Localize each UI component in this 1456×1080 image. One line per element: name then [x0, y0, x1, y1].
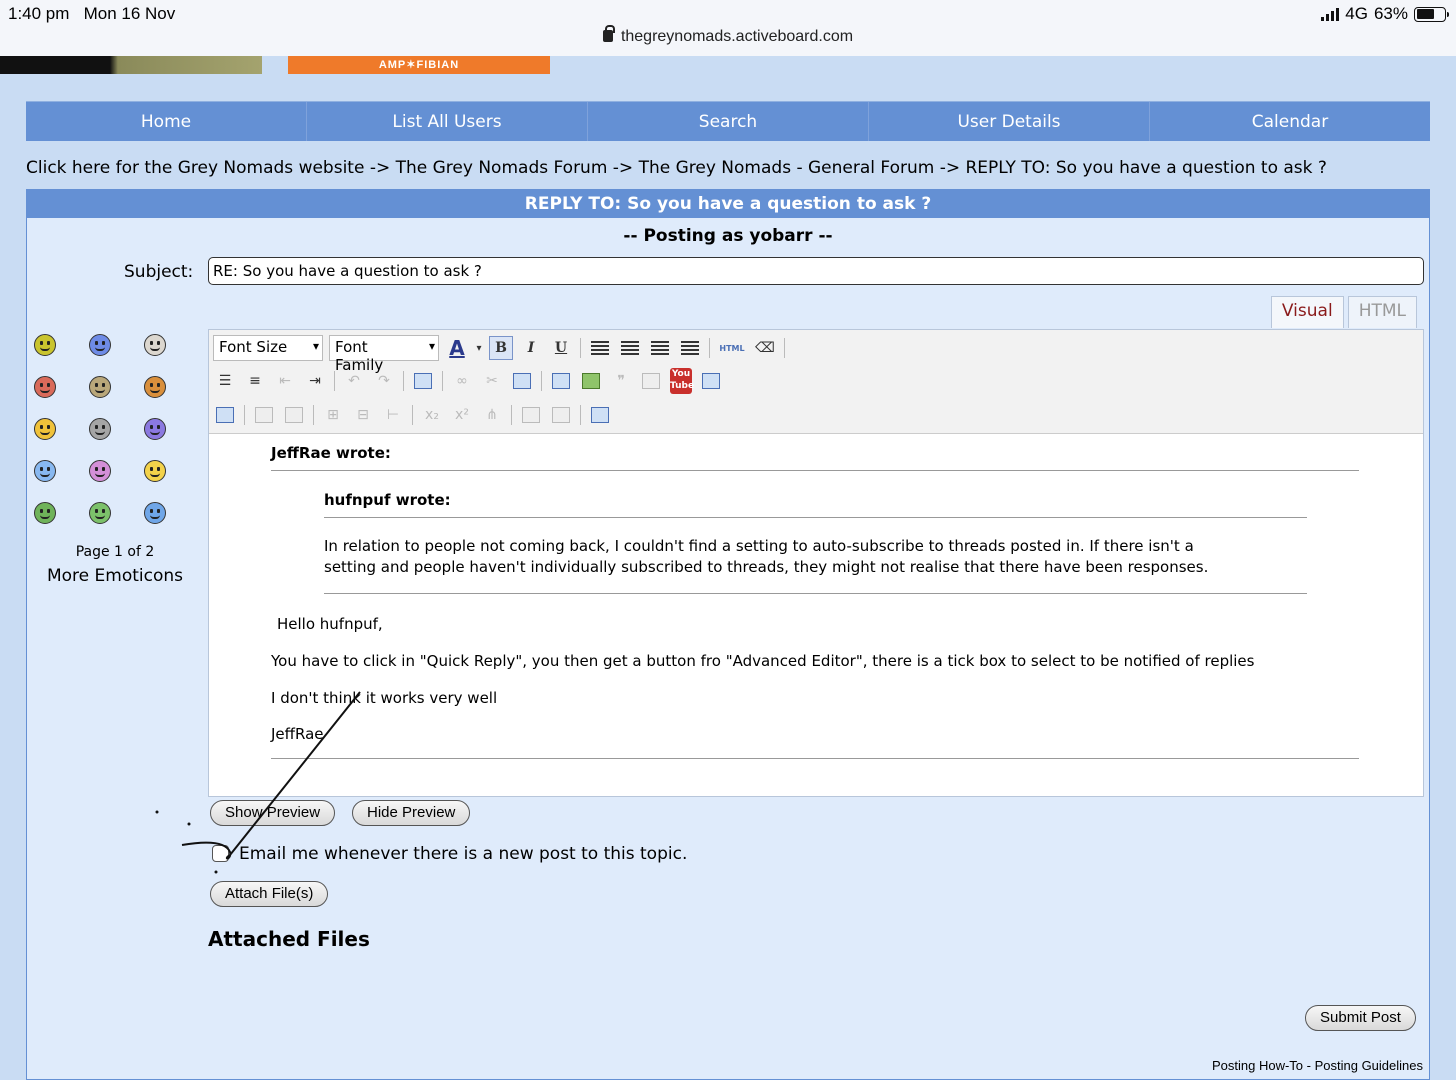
- bullet-list-icon[interactable]: ☰: [218, 373, 232, 389]
- quote-icon[interactable]: ❞: [617, 373, 625, 389]
- post-line: I don't think it works very well: [271, 689, 498, 707]
- inner-quote-body: [324, 518, 1307, 594]
- footer-links: [1212, 1058, 1423, 1073]
- emoticon-10[interactable]: [32, 460, 87, 482]
- toolbar-separator: [580, 338, 581, 358]
- outer-quote-author: JeffRae wrote:: [271, 444, 1359, 471]
- toolbar-separator: [709, 338, 710, 358]
- nav-user-details[interactable]: User Details: [869, 102, 1150, 141]
- nav-search[interactable]: Search: [588, 102, 869, 141]
- attached-files-title: Attached Files: [208, 927, 370, 951]
- smiley-icon: [89, 334, 111, 356]
- network-label: 4G: [1345, 4, 1368, 23]
- emoticon-page-label: Page 1 of 2: [75, 544, 155, 560]
- table-props-icon[interactable]: [282, 403, 306, 427]
- superscript-icon[interactable]: x²: [455, 407, 469, 423]
- subscript-icon[interactable]: x₂: [425, 407, 439, 423]
- image-icon[interactable]: [549, 369, 573, 393]
- email-notify-label[interactable]: Email me whenever there is a new post to this topic.: [239, 844, 688, 864]
- font-size-select[interactable]: Font Size ▾: [213, 335, 323, 361]
- toolbar-separator: [313, 405, 314, 425]
- signal-icon: [1321, 8, 1339, 21]
- emoticon-9[interactable]: [142, 418, 197, 440]
- table-icon[interactable]: [252, 403, 276, 427]
- tab-visual[interactable]: Visual: [1271, 296, 1344, 328]
- smiley-icon: [144, 502, 166, 524]
- emoticon-5[interactable]: [87, 376, 142, 398]
- banner-image-left: [0, 56, 262, 74]
- align-justify-icon[interactable]: [678, 336, 702, 360]
- toolbar-separator: [244, 405, 245, 425]
- anchor-icon[interactable]: [510, 369, 534, 393]
- emoticon-3[interactable]: [142, 334, 197, 356]
- toolbar-separator: [511, 405, 512, 425]
- panel-title: REPLY TO: So you have a question to ask ?: [27, 190, 1429, 218]
- inner-quote-line: In relation to people not coming back, I couldn't find a setting to auto-subscribe to threads posted in. If there isn't a: [324, 537, 1194, 555]
- emoticon-13[interactable]: [32, 502, 87, 524]
- posting-guidelines-link[interactable]: Posting Guidelines: [1314, 1058, 1423, 1073]
- inner-quote: [324, 491, 1307, 594]
- address-bar[interactable]: [0, 28, 1456, 46]
- col-insert-icon[interactable]: ⊢: [386, 407, 400, 423]
- smiley-icon: [34, 460, 56, 482]
- outer-quote: [271, 444, 1359, 471]
- align-right-icon[interactable]: [648, 336, 672, 360]
- show-preview-button[interactable]: Show Preview: [210, 800, 335, 826]
- emoticon-panel: [27, 334, 203, 586]
- toolbar-separator: [403, 371, 404, 391]
- smiley-icon: [34, 376, 56, 398]
- bold-icon[interactable]: B: [489, 336, 513, 360]
- undo-icon[interactable]: ↶: [348, 373, 360, 389]
- outdent-icon[interactable]: ⇤: [279, 373, 291, 389]
- lock-icon: [603, 30, 613, 42]
- underline-icon[interactable]: U: [554, 340, 568, 356]
- main-nav: [26, 101, 1430, 141]
- rich-text-editor: [208, 329, 1424, 797]
- nav-list-all-users[interactable]: List All Users: [307, 102, 588, 141]
- post-greeting: Hello hufnpuf,: [277, 615, 383, 633]
- split-cell-icon[interactable]: ⋔: [486, 407, 498, 423]
- hide-preview-button[interactable]: Hide Preview: [352, 800, 470, 826]
- smiley-icon: [89, 502, 111, 524]
- toolbar-separator: [442, 371, 443, 391]
- battery-percent: 63%: [1373, 4, 1408, 23]
- numbered-list-icon[interactable]: ≡: [249, 373, 261, 389]
- battery-icon: [1414, 7, 1446, 22]
- chevron-down-icon[interactable]: ▾: [476, 342, 482, 354]
- emoticon-11[interactable]: [87, 460, 142, 482]
- indent-icon[interactable]: ⇥: [309, 373, 321, 389]
- font-family-select[interactable]: Font Family ▾: [329, 335, 439, 361]
- smiley-icon: [34, 502, 56, 524]
- eraser-icon[interactable]: ⌫: [755, 340, 775, 356]
- unlink-icon[interactable]: ✂: [486, 373, 498, 389]
- edit-icon[interactable]: [213, 403, 237, 427]
- editor-content[interactable]: [209, 434, 1423, 796]
- status-bar: [0, 0, 1456, 56]
- media-icon[interactable]: [699, 369, 723, 393]
- smiley-icon: [144, 376, 166, 398]
- nav-calendar[interactable]: Calendar: [1251, 112, 1329, 132]
- toolbar-separator: [412, 405, 413, 425]
- align-center-icon[interactable]: [618, 336, 642, 360]
- picture-icon[interactable]: [579, 369, 603, 393]
- paste-text-icon[interactable]: [411, 369, 435, 393]
- spell-check-icon[interactable]: [639, 369, 663, 393]
- smiley-icon: [34, 418, 56, 440]
- editor-mode-tabs: [1271, 296, 1417, 328]
- smiley-icon: [34, 334, 56, 356]
- breadcrumb[interactable]: Click here for the Grey Nomads website -> The Grey Nomads Forum -> The Grey Nomads - General Forum -> REPLY TO: So you have a question to ask ?: [26, 158, 1327, 178]
- emoticon-15[interactable]: [142, 502, 197, 524]
- youtube-icon[interactable]: You Tube: [669, 369, 693, 393]
- banner-ad-orange[interactable]: AMP✶FIBIAN: [288, 56, 550, 74]
- editor-toolbar: [209, 330, 1423, 434]
- emoticon-2[interactable]: [87, 334, 142, 356]
- emoticon-8[interactable]: [87, 418, 142, 440]
- smiley-icon: [144, 334, 166, 356]
- url-text: thegreynomads.activeboard.com: [620, 28, 854, 45]
- posting-as: -- Posting as yobarr --: [623, 226, 833, 246]
- align-left-icon[interactable]: [588, 336, 612, 360]
- subject-label: Subject:: [124, 262, 194, 282]
- merge-cells-icon[interactable]: [519, 403, 543, 427]
- quote-divider: [271, 758, 1359, 759]
- more-emoticons-link[interactable]: More Emoticons: [46, 566, 184, 586]
- inner-quote-line: setting and people haven't individually subscribed to threads, they might not realise that there have been responses.: [324, 558, 1209, 576]
- post-line: You have to click in "Quick Reply", you then get a button fro "Advanced Editor", there is a tick box to select to be notified of replies: [271, 652, 1255, 670]
- emoticon-4[interactable]: [32, 376, 87, 398]
- toolbar-separator: [580, 405, 581, 425]
- emoticon-14[interactable]: [87, 502, 142, 524]
- footer-separator: -: [1303, 1058, 1315, 1073]
- toolbar-separator: [541, 371, 542, 391]
- inner-quote-author: hufnpuf wrote:: [324, 491, 1307, 518]
- attach-files-button[interactable]: Attach File(s): [210, 881, 328, 907]
- italic-icon[interactable]: I: [527, 340, 535, 356]
- cell-props-icon[interactable]: [549, 403, 573, 427]
- emoticon-12[interactable]: [142, 460, 197, 482]
- reply-panel: [26, 189, 1430, 1080]
- font-color-icon[interactable]: A: [449, 336, 465, 360]
- tab-html[interactable]: HTML: [1348, 296, 1417, 328]
- row-insert-icon[interactable]: ⊞: [327, 407, 339, 423]
- toolbar-separator: [334, 371, 335, 391]
- toolbar-separator: [784, 338, 785, 358]
- smiley-icon: [89, 376, 111, 398]
- status-indicators: [1321, 4, 1446, 24]
- nav-home[interactable]: Home: [26, 102, 307, 141]
- emoticon-1[interactable]: [32, 334, 87, 356]
- emoticon-6[interactable]: [142, 376, 197, 398]
- smiley-icon: [89, 460, 111, 482]
- smiley-icon: [144, 418, 166, 440]
- emoticon-7[interactable]: [32, 418, 87, 440]
- row-delete-icon[interactable]: ⊟: [357, 407, 369, 423]
- subject-input[interactable]: [208, 257, 1424, 285]
- paste-word-icon[interactable]: [588, 403, 612, 427]
- html-source-icon[interactable]: HTML: [719, 343, 745, 353]
- smiley-icon: [144, 460, 166, 482]
- emoticon-grid: [27, 334, 203, 524]
- submit-post-button[interactable]: Submit Post: [1305, 1005, 1416, 1031]
- posting-howto-link[interactable]: Posting How-To: [1211, 1058, 1304, 1073]
- status-time: 1:40 pm Mon 16 Nov: [8, 4, 176, 23]
- smiley-icon: [89, 418, 111, 440]
- redo-icon[interactable]: ↷: [378, 373, 390, 389]
- email-notify-checkbox[interactable]: [212, 845, 229, 862]
- post-signature: JeffRae: [271, 725, 324, 743]
- link-icon[interactable]: ∞: [456, 373, 468, 389]
